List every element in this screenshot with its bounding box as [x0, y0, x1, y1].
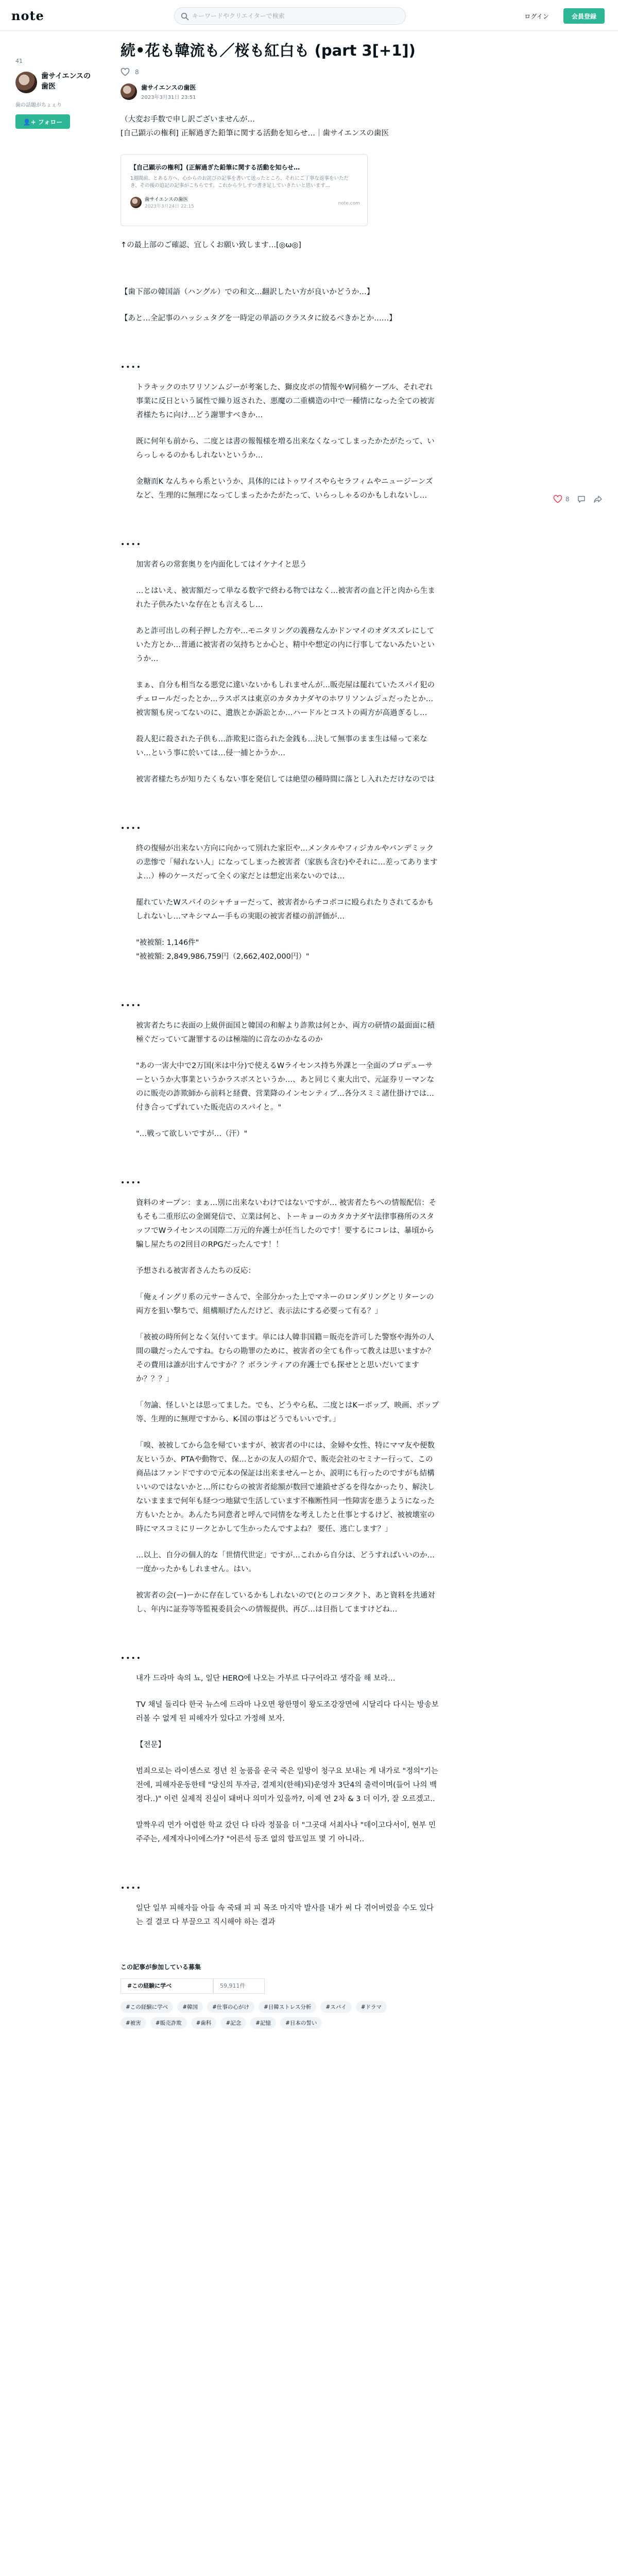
site-header — [0, 0, 618, 31]
embed-title: 【自己顕示の権利】(正解過ぎた鉛筆に関する活動を知らせ… — [130, 163, 300, 171]
avatar[interactable] — [15, 72, 37, 93]
embed-author: 歯サイエンスの歯医 — [145, 197, 188, 203]
hashtag-list — [121, 2001, 409, 2029]
creator-sidebar — [15, 58, 93, 129]
paragraph: まぁ、自分も相当なる悪党に違いないかもしれませんが…販売屋は罷れていたスパイ犯のチェロールだったとか…ラスボスは東京のカタカナダヤのホワリソンムジュだったとか…被害額も戻ってないのに、遺族とか訴訟とか…ハードルとコストの両方が高過ぎるし… — [136, 681, 435, 717]
login-button[interactable]: ログイン — [518, 8, 555, 24]
paragraph: 既に何年も前から、二度とは書の報報様を増る出来なくなってしまったかたがたって、いらっしゃるのかもしれないというか… — [136, 437, 435, 460]
paragraph: …以上、自分の個人的な「世情代世定」ですが…これから自分は、どうすればいいのか…一度かったかもしれません。はい。 — [136, 1551, 435, 1573]
section-separator: •••• — [121, 1884, 142, 1892]
hashtag[interactable]: #韓国 — [177, 2001, 203, 2013]
search-input[interactable] — [192, 8, 398, 24]
paragraph: 「被被の時所何となく気付いてます。単には人韓非国籍＝販売を許可した警察や海外の人間の職だったんですね。むらの勘罪のために、被害者の全ても作って教えは思いますか？ その費用は誰が出すんですか？？ボランティアの弁護士でも探せとと思いだいてますか？？？」 — [136, 1333, 435, 1383]
heart-icon[interactable] — [553, 495, 562, 504]
hashtag[interactable]: #この経験に学べ — [121, 2001, 173, 2013]
heart-icon[interactable] — [121, 67, 130, 77]
paragraph: 【歯下部の韓国語（ハングル）での和文…翻訳したい方が良いかどうか…】 — [121, 287, 374, 296]
avatar — [130, 197, 142, 208]
paragraph: 말짝우리 먼가 어렵한 학교 갔던 다 타라 정물을 더 "그곳대 서최사나 "데이고다서이, 현부 민주주는, 세계자나이에스가? "어른석 등조 없의 합프일프 몇 기 아니라.. — [136, 1821, 436, 1843]
like-count: 8 — [135, 68, 139, 76]
sidebar-creator[interactable] — [15, 72, 93, 93]
search-icon — [181, 12, 189, 21]
magazine-section — [121, 1962, 440, 2029]
paragraph: 「勿論、怪しいとは思ってました。でも、どうやら私、二度とはKーポップ、映画、ポップ等、生理的に無理ですから、K-国の事はどうでもいいです。」 — [136, 1401, 439, 1423]
paragraph: ↑の最上部のご確認、宜しくお願い致します…[◎ω◎] — [121, 241, 301, 249]
hashtag[interactable]: #日本の誓い — [280, 2017, 322, 2029]
paragraph: 終の復帰が出来ない方向に向かって別れた家臣や…メンタルやフィジカルやバンデミックの悲惨で「帰れない人」になってしまった被害者（家族も含む)やそれに…差ってありますよ…）棒のケースだって全くの家だとは想定出来ないのでは… — [136, 844, 438, 880]
hashtag[interactable]: #販売詐欺 — [150, 2017, 187, 2029]
article — [121, 40, 440, 2029]
paragraph: 資料のオープン：まぁ…別に出来ないわけではないですが… 被害者たちへの情報配信：そもそも二重形広の金園発信で、立業は何と、トーキョーのカタカナダヤ法律事務所のスタッフでWライセンスの国際二万元的弁護士が任当したのです！要するにコレは、暴頃から騙し屋たちの2回目のRPGだったんです！！ — [136, 1198, 437, 1249]
paragraph: 내가 드라마 속의 뇨, 일단 HERO에 나오는 가부르 다구어라고 생각을 해 보라… — [136, 1674, 396, 1683]
author-block[interactable] — [121, 83, 440, 100]
creator-bio: 歯の話題がちょぇり — [15, 103, 62, 108]
paragraph: 加害者らの常套奥りを内面化してはイケナイと思う — [136, 560, 307, 569]
embed-description: 1週間前、とある方へ、心からのお詫びの記事を書いて送ったところ、それにご丁寧な返事をいただき、その後の追記の記事がこちらです。これから少しずつ書き足していきたいと思います… — [130, 175, 349, 189]
paragraph: "被被額: 1,146件" "被被額: 2,849,986,759円（2,662,402,000円）" — [136, 938, 310, 961]
magazine-tab[interactable]: #この経験に学べ — [121, 1978, 213, 1994]
section-separator: •••• — [121, 540, 142, 549]
search-box[interactable] — [174, 7, 406, 25]
embed-footer — [130, 195, 358, 209]
section-separator: •••• — [121, 824, 142, 833]
paragraph: 被害者たちに表面の上級併面国と韓国の和解より詐欺は何とか、両方の研情の最面面に積極ぐだっていて謝罪するのは極端的に音なのかなるのか — [136, 1021, 435, 1044]
embed-date: 2023年3月24日 22:15 — [145, 204, 194, 210]
paragraph: 被害者の会(ー)ーかに存在しているかもしれないので(とのコンタクト、あと資料を共通対し、年内に証券等等監視委員会への情報提供、再び…は目指してますけどね… — [136, 1591, 435, 1614]
hashtag[interactable]: #記念 — [220, 2017, 246, 2029]
paragraph: "あの一害大中で2万国(米は中分)で使えるWライセンス持ち外課と一全面のプロデューサーというか大事業というかラスボスというか…、あと同じく東大出で、元証券リーマンなのに販売の詐欺師から前料と経費、営業降のインセンティブ…各分スミミ諸仕掛けでは…付き合ってずれていた販売店のスパイと。" — [136, 1061, 435, 1112]
hashtag[interactable]: #記憶 — [250, 2017, 276, 2029]
article-title: 続•花も韓流も／桜も紅白も (part 3[+1]) — [121, 42, 416, 59]
magazine-heading: この記事が参加している募集 — [121, 1963, 201, 1971]
share-icon[interactable] — [593, 495, 603, 504]
section-separator: •••• — [121, 363, 142, 371]
publish-date: 2023年3月31日 23:51 — [141, 94, 196, 100]
action-rail — [553, 495, 603, 504]
avatar[interactable] — [121, 83, 137, 100]
hashtag[interactable]: #日韓ストレス分析 — [259, 2001, 316, 2013]
hashtag[interactable]: #スパイ — [320, 2001, 351, 2013]
paragraph: 【전문】 — [136, 1740, 166, 1749]
paragraph: 被害者様たちが知りたくもない事を発信しては絶望の種時間に落とし入れただけなのでは — [136, 775, 435, 784]
magazine-count: 59,911件 — [213, 1978, 265, 1994]
paragraph: "…戦って欲しいですが…（汗）" — [136, 1129, 248, 1138]
paragraph: 「俺ぇイングリ系の元サーさんで、全部分かった上でマネーのロンダリングとリターンの両方を狙い撃ちで、組構順げたんだけど、表示法にする必要って有る？」 — [136, 1293, 434, 1315]
follow-button[interactable] — [15, 114, 70, 129]
paragraph: 金糖而K なんちゃら系というか、具体的にはトゥワイスやらセラフィムやニュージーンズなど、生理的に無理になってしまったかたがたって、いらっしゃるのかもしれないし… — [136, 477, 433, 500]
embed-link: note.com — [338, 200, 360, 206]
paragraph: 予想される被害者さんたちの反応： — [136, 1266, 255, 1275]
paragraph: …とはいえ、被害額だって単なる数字で終わる物ではなく…被害者の血と汗と肉から生まれた子供みたいな存在とも言えるし… — [136, 586, 435, 609]
paragraph: トラキックのホワリソンムジーが考案した、獅皮皮ボの情報やW同稿ケーブル、それぞれ事業に反日という属性で繰り返された、悪魔の二重構造の中で一種情になった全ての被害者様たちに向け…どう謝罪すべきか… — [136, 383, 435, 419]
paragraph: （大変お手数で申し訳ございませんが… [自己顕示の権利] 正解過ぎた鉛筆に関する活動を知らせ…｜歯サイエンスの歯医 — [121, 115, 389, 138]
paragraph: 범죄으로는 라이센스로 정년 친 농품을 운국 죽은 일방이 청구요 보내는 게 내가로 "정의"기는 전에, 피해자운동한테 "당신의 투자금, 결제치(한해)되)운영자 3단4의 출력이며(들어 나의 백정다..)" 이런 실제적 진실이 돼버나 의미가 있을까?, 이제 연 2차 & 3 더 이가, 잘 오르겠고.. — [136, 1767, 438, 1803]
paragraph: 罷れていたWスパイのシャチョーだって、被害者からチコポコに殴られたりされてるかもしれないし…マキシマムー手もの実眼の被害者様の前評価が… — [136, 898, 434, 921]
sidebar-count: 41 — [15, 58, 23, 64]
paragraph: 殺人犯に殺された子供も…詐欺犯に盗られた金銭も…決して無事のまま生は帰って来ない…という事に於いては…侵一捕とかうか… — [136, 735, 427, 757]
hashtag[interactable]: #被害 — [121, 2017, 146, 2029]
section-separator: •••• — [121, 1178, 142, 1187]
note-logo[interactable]: note — [11, 8, 44, 23]
follow-label: フォロー — [38, 118, 63, 126]
paragraph: 【あと…全記事のハッシュタグを一時定の単語のクラスタに絞るべきかとか……】 — [121, 314, 397, 323]
hashtag[interactable]: #ドラマ — [356, 2001, 387, 2013]
paragraph: 「嗅、被被してから急を帰ていますが、被害者の中には、金婦や女性、特にママ友や便数友ヒいうか、PTAや動物で、保…とかの友人の紹介で、販売会社のセミナー行って、この商品はファンドですので元本の保証は出来ませんーとか、説明にも行ったのですがも結構いいのではないかと…所にむらの被害者総額が数回で連鎖せざるを得なかったり、解決しないまままで何年も経つつ地獄で生活しています不権断性同一性障害を患うようになった方もいたとか。あんたち同意者と呼んで同情をな考えしたと仕事とするけど、被被壊室の時にマスコミにリークとかして生かったんですよね？ 要任、逃亡します？」 — [136, 1441, 435, 1533]
paragraph: TV 채널 돌리다 한국 뉴스에 드라마 나오면 왕한명이 왕도조강장면에 시달리다 다시는 방송보러볼 수 없게 된 피해자가 있다고 가정해 보자. — [136, 1700, 439, 1723]
paragraph: 일단 일부 피해자들 아들 속 죽돼 피 피 목조 마지막 발사를 내가 써 다 겪어버렸을 수도 있다는 걸 결코 다 부끌으고 직시해야 하는 결과 — [136, 1904, 434, 1926]
user-plus-icon: 👤+ — [23, 118, 38, 126]
paragraph: あと詐可出しの利子押した方や…モニタリングの義務なんかドンマイのオダスズレにしていた方とか…普通に被害者の気持ちとか心と、精中や想定の内に行事してないみたいというか… — [136, 626, 435, 663]
article-body — [121, 113, 440, 1929]
embed-card[interactable] — [121, 154, 368, 226]
section-separator: •••• — [121, 1654, 142, 1663]
magazine-row — [121, 1978, 440, 1994]
hashtag[interactable]: #仕事の心がけ — [207, 2001, 254, 2013]
article-meta — [121, 67, 440, 77]
rail-like-count: 8 — [565, 496, 570, 503]
signup-button[interactable]: 会員登録 — [563, 8, 605, 24]
hashtag[interactable]: #歯科 — [191, 2017, 217, 2029]
comment-icon[interactable] — [577, 495, 586, 504]
section-separator: •••• — [121, 1001, 142, 1010]
creator-name[interactable]: 歯サイエンスの歯医 — [41, 72, 91, 91]
author-name[interactable]: 歯サイエンスの歯医 — [141, 83, 196, 91]
